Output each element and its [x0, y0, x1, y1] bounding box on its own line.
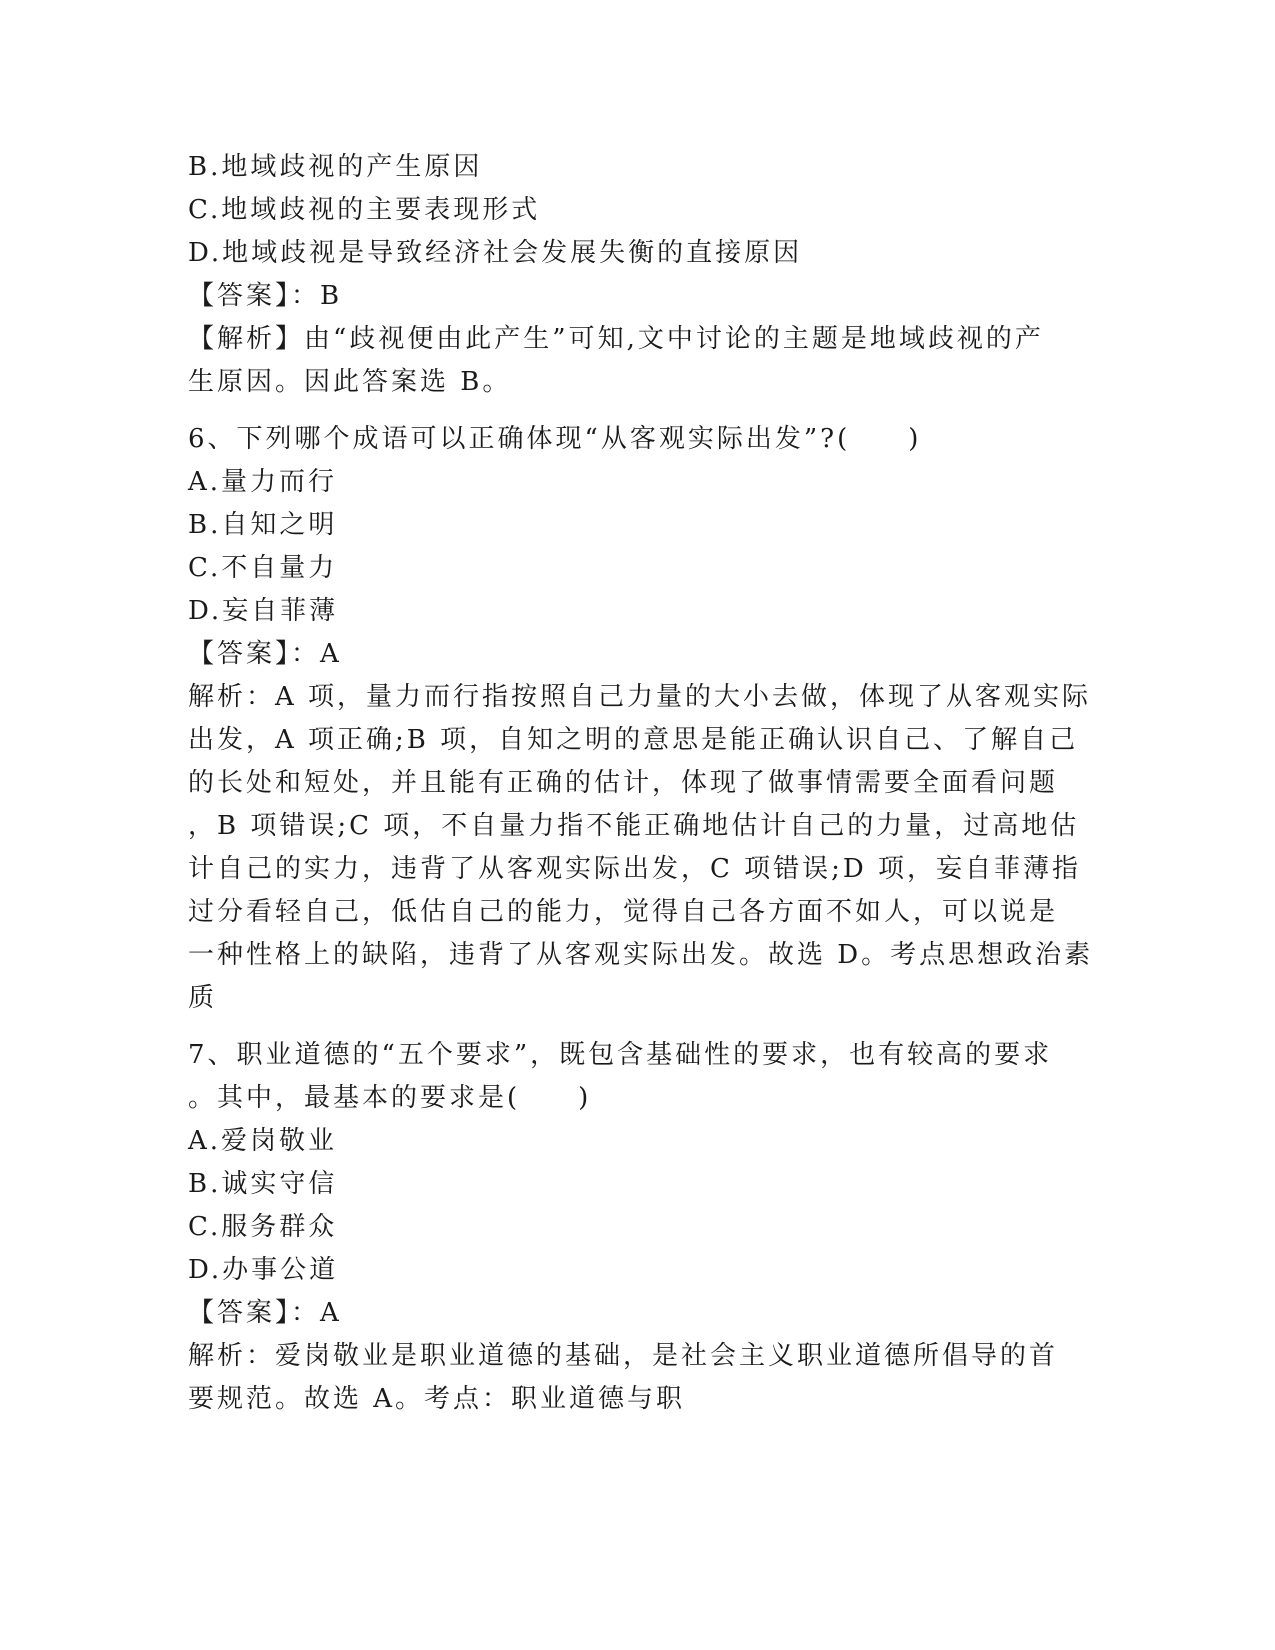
q5-option-d: D.地域歧视是导致经济社会发展失衡的直接原因 [188, 238, 803, 268]
paragraph-gap [188, 1020, 1078, 1034]
q6-analysis-line: 计自己的实力，违背了从客观实际出发，C 项错误;D 项，妄自菲薄指 [188, 854, 1082, 884]
q7-analysis-line: 解析：爱岗敬业是职业道德的基础，是社会主义职业道德所倡导的首 [188, 1341, 1059, 1371]
q5-answer: 【答案】：B [188, 281, 343, 311]
q6-option-b: B.自知之明 [188, 510, 338, 540]
q6-analysis-line: 的长处和短处，并且能有正确的估计，体现了做事情需要全面看问题 [188, 768, 1059, 798]
q7-answer: 【答案】：A [188, 1298, 342, 1328]
q6-answer: 【答案】：A [188, 639, 342, 669]
q5-option-c: C.地域歧视的主要表现形式 [188, 195, 541, 225]
q6-analysis-line: 解析：A 项，量力而行指按照自己力量的大小去做，体现了从客观实际 [188, 682, 1092, 712]
q7-option-c: C.服务群众 [188, 1212, 338, 1242]
q7-option-b: B.诚实守信 [188, 1169, 338, 1199]
q6-analysis-line: ，B 项错误;C 项，不自量力指不能正确地估计自己的力量，过高地估 [188, 811, 1080, 841]
paragraph-gap [188, 404, 1078, 418]
document-body [188, 146, 1094, 1421]
q5-analysis-line: 生原因。因此答案选 B。 [188, 367, 512, 397]
q7-question-line: 7、职业道德的“五个要求”，既包含基础性的要求，也有较高的要求 [188, 1040, 1053, 1070]
q5-option-b: B.地域歧视的产生原因 [188, 152, 483, 182]
q6-question: 6、下列哪个成语可以正确体现“从客观实际出发”?( ) [188, 424, 922, 454]
q7-option-a: A.爱岗敬业 [188, 1126, 338, 1156]
q7-option-d: D.办事公道 [188, 1255, 339, 1285]
q7-question-line: 。其中，最基本的要求是( ) [188, 1083, 592, 1113]
q6-option-a: A.量力而行 [188, 467, 338, 497]
q5-analysis-line: 【解析】由“歧视便由此产生”可知,文中讨论的主题是地域歧视的产 [188, 324, 1044, 354]
q7-analysis-line: 要规范。故选 A。考点：职业道德与职 [188, 1384, 686, 1414]
q6-analysis-line: 一种性格上的缺陷，违背了从客观实际出发。故选 D。考点思想政治素 [188, 940, 1094, 970]
q6-option-d: D.妄自菲薄 [188, 596, 339, 626]
q6-analysis-line: 出发，A 项正确;B 项，自知之明的意思是能正确认识自己、了解自己 [188, 725, 1079, 755]
q6-analysis-line: 质 [188, 983, 218, 1013]
q6-option-c: C.不自量力 [188, 553, 338, 583]
q6-analysis-line: 过分看轻自己，低估自己的能力，觉得自己各方面不如人，可以说是 [188, 897, 1059, 927]
